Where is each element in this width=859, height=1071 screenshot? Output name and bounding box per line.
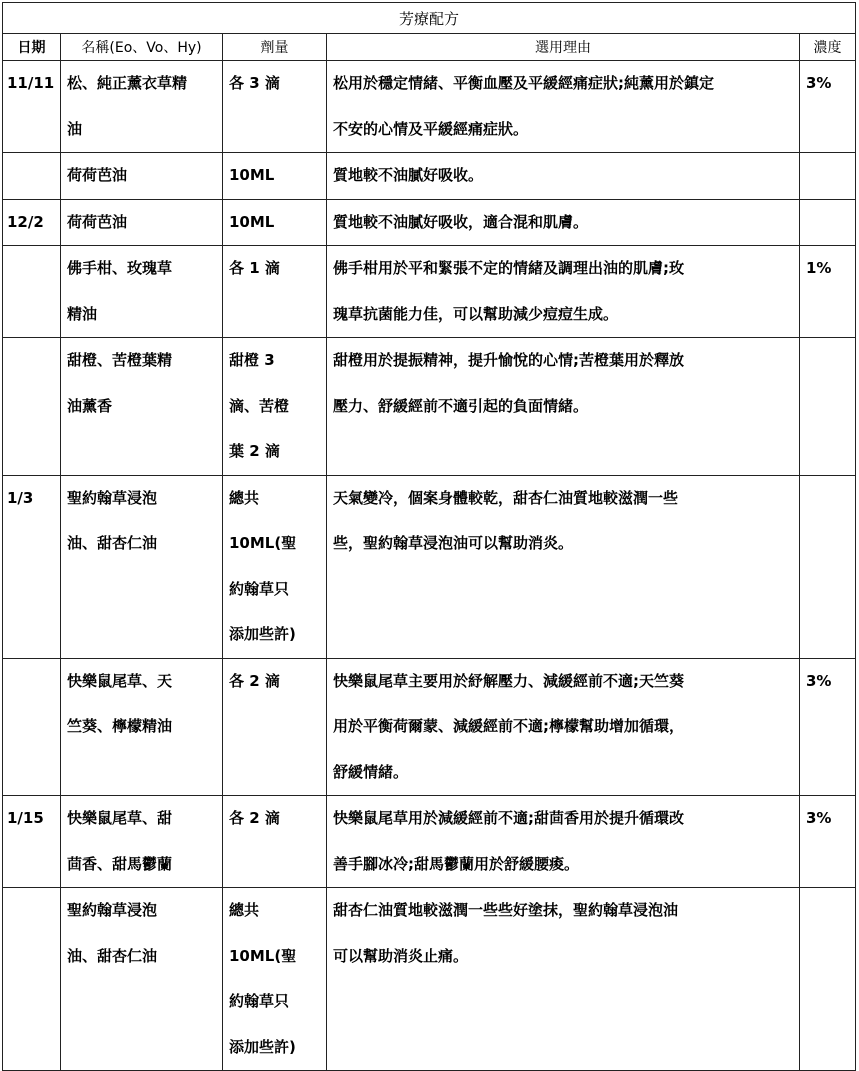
table-row [3,199,856,246]
cell-date [3,658,61,796]
table-row [3,338,856,476]
cell-reason: 甜杏仁油質地較滋潤一些些好塗抹，聖約翰草浸泡油 可以幫助消炎止痛。 [327,888,800,1071]
cell-name: 聖約翰草浸泡 油、甜杏仁油 [61,475,223,658]
header-dosage: 劑量 [223,34,327,61]
cell-reason: 質地較不油膩好吸收。 [327,153,800,200]
cell-date [3,153,61,200]
cell-concentration: 3% [800,61,856,153]
cell-date: 11/11 [3,61,61,153]
cell-name: 快樂鼠尾草、天 竺葵、檸檬精油 [61,658,223,796]
cell-reason: 佛手柑用於平和緊張不定的情緒及調理出油的肌膚;玫 瑰草抗菌能力佳，可以幫助減少痘痘生成。 [327,246,800,338]
table-row [3,153,856,200]
header-reason: 選用理由 [327,34,800,61]
cell-dosage: 甜橙 3 滴、苦橙 葉 2 滴 [223,338,327,476]
cell-dosage: 10ML [223,199,327,246]
cell-concentration [800,153,856,200]
cell-name: 快樂鼠尾草、甜 茴香、甜馬鬱蘭 [61,796,223,888]
cell-dosage: 各 3 滴 [223,61,327,153]
aromatherapy-formula-table [2,2,856,1071]
cell-concentration: 3% [800,658,856,796]
cell-dosage: 各 2 滴 [223,796,327,888]
cell-date [3,888,61,1071]
table-row [3,888,856,1071]
table-row [3,61,856,153]
cell-concentration [800,475,856,658]
cell-concentration [800,888,856,1071]
cell-name: 荷荷芭油 [61,153,223,200]
header-concentration: 濃度 [800,34,856,61]
table-row [3,658,856,796]
header-name: 名稱(Eo、Vo、Hy) [61,34,223,61]
cell-name: 松、純正薰衣草精 油 [61,61,223,153]
table-row [3,246,856,338]
header-date: 日期 [3,34,61,61]
cell-date: 12/2 [3,199,61,246]
cell-name: 佛手柑、玫瑰草 精油 [61,246,223,338]
cell-dosage: 10ML [223,153,327,200]
cell-date: 1/3 [3,475,61,658]
cell-concentration: 1% [800,246,856,338]
cell-name: 聖約翰草浸泡 油、甜杏仁油 [61,888,223,1071]
cell-reason: 甜橙用於提振精神，提升愉悅的心情;苦橙葉用於釋放 壓力、舒緩經前不適引起的負面情緒。 [327,338,800,476]
table-title: 芳療配方 [3,3,856,34]
cell-name: 荷荷芭油 [61,199,223,246]
cell-concentration [800,199,856,246]
cell-date [3,246,61,338]
cell-dosage: 各 1 滴 [223,246,327,338]
cell-name: 甜橙、苦橙葉精 油薰香 [61,338,223,476]
cell-reason: 快樂鼠尾草用於減緩經前不適;甜茴香用於提升循環改 善手腳冰冷;甜馬鬱蘭用於舒緩腰痠。 [327,796,800,888]
cell-dosage: 各 2 滴 [223,658,327,796]
table-row [3,475,856,658]
cell-dosage: 總共 10ML(聖 約翰草只 添加些許) [223,475,327,658]
cell-reason: 質地較不油膩好吸收，適合混和肌膚。 [327,199,800,246]
cell-date [3,338,61,476]
cell-date: 1/15 [3,796,61,888]
cell-concentration [800,338,856,476]
cell-dosage: 總共 10ML(聖 約翰草只 添加些許) [223,888,327,1071]
cell-reason: 天氣變冷，個案身體較乾，甜杏仁油質地較滋潤一些 些，聖約翰草浸泡油可以幫助消炎。 [327,475,800,658]
table-row [3,796,856,888]
cell-reason: 快樂鼠尾草主要用於紓解壓力、減緩經前不適;天竺葵 用於平衡荷爾蒙、減緩經前不適;檸檬幫助增加循環， 舒緩情緒。 [327,658,800,796]
cell-reason: 松用於穩定情緒、平衡血壓及平緩經痛症狀;純薰用於鎮定 不安的心情及平緩經痛症狀。 [327,61,800,153]
cell-concentration: 3% [800,796,856,888]
